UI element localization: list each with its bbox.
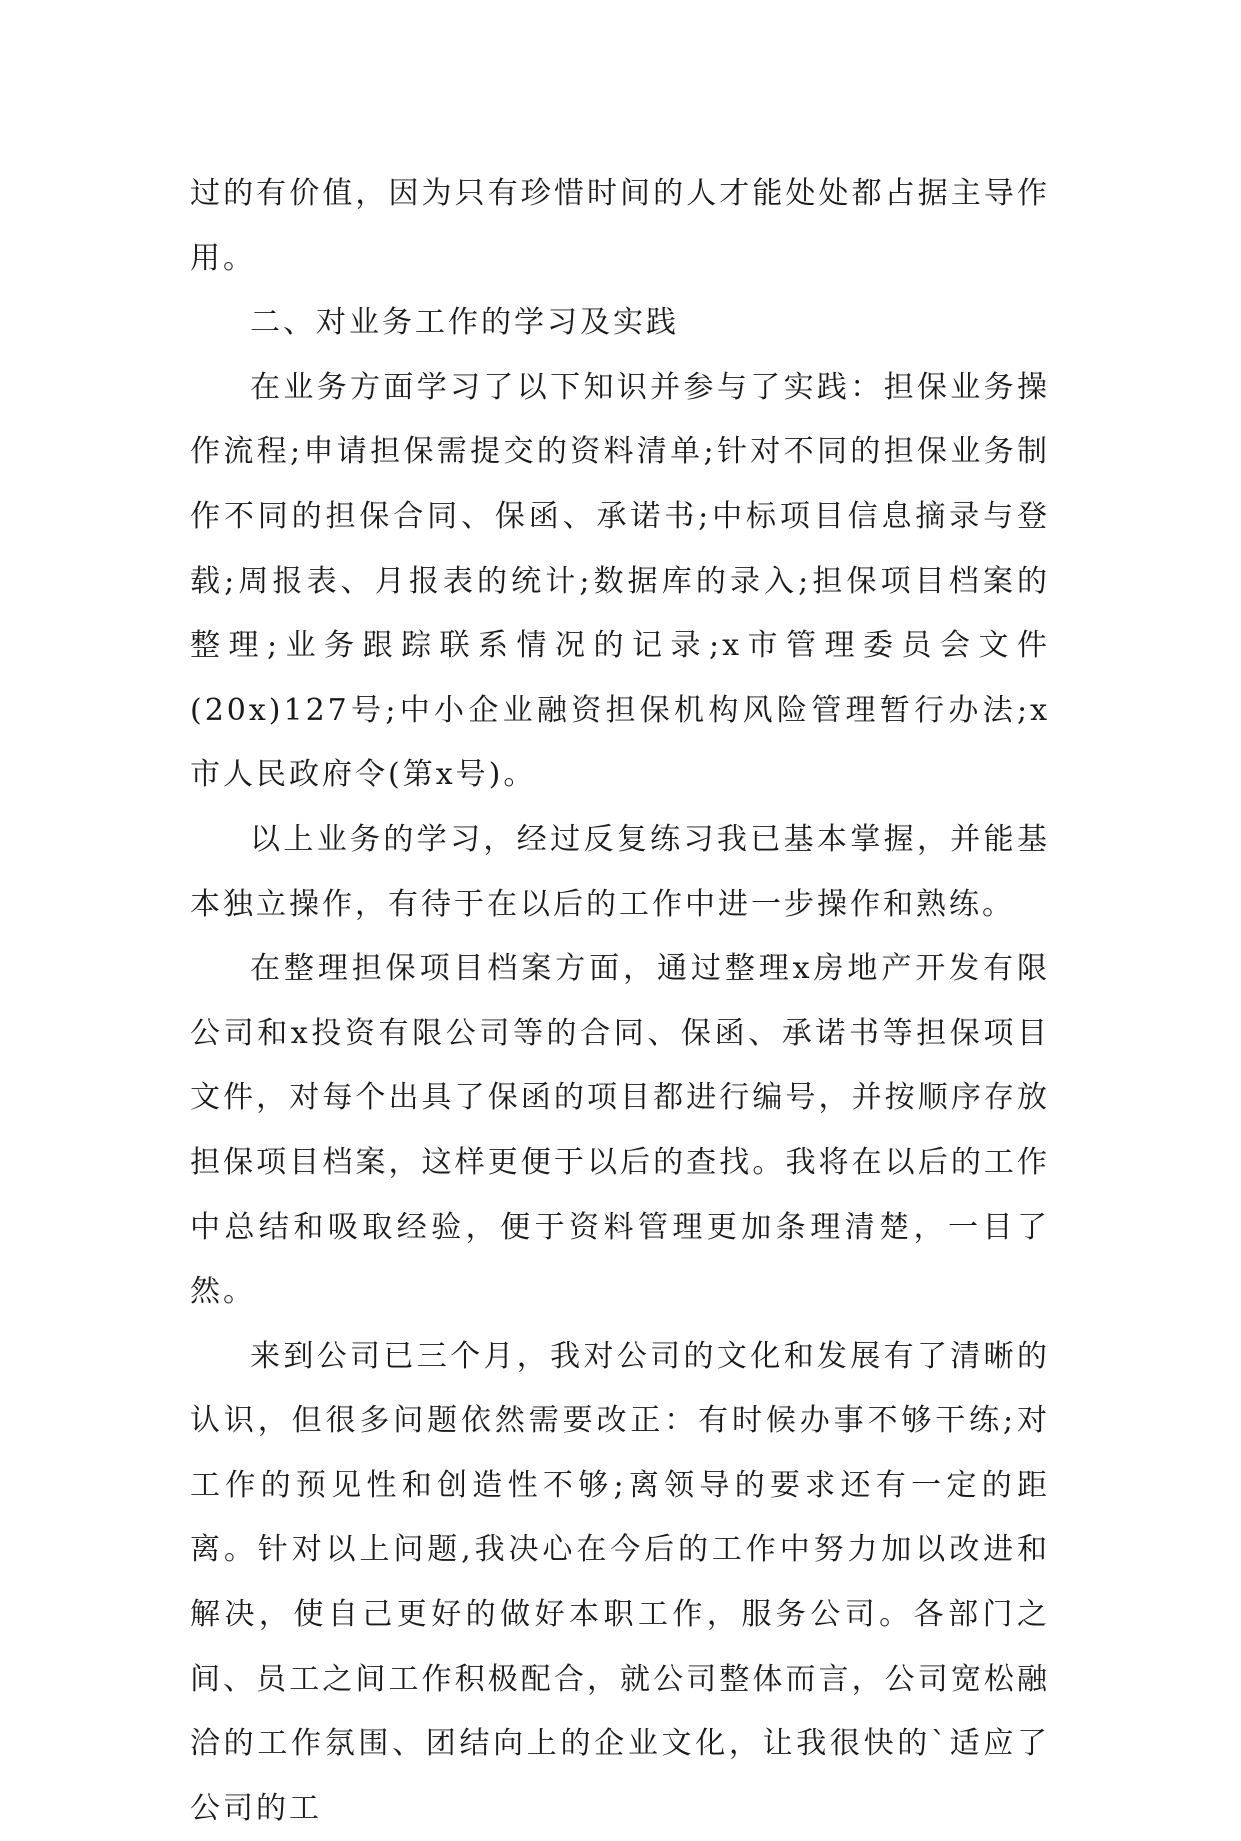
paragraph-reflection: 来到公司已三个月，我对公司的文化和发展有了清晰的认识，但很多问题依然需要改正：有时候办事不够干练;对工作的预见性和创造性不够;离领导的要求还有一定的距离。针对以上问题,我决心在今后的工作中努力加以改进和解决，使自己更好的做好本职工作，服务公司。各部门之间、员工之间工作积极配合，就公司整体而言，公司宽松融洽的工作氛围、团结向上的企业文化，让我很快的`适应了公司的工 [190, 1338, 1050, 1826]
paragraph-mastery: 以上业务的学习，经过反复练习我已基本掌握，并能基本独立操作，有待于在以后的工作中进一步操作和熟练。 [190, 821, 1050, 922]
paragraph-archive-management: 在整理担保项目档案方面，通过整理x房地产开发有限公司和x投资有限公司等的合同、保函、承诺书等担保项目文件，对每个出具了保函的项目都进行编号，并按顺序存放担保项目档案，这样更便于以后的查找。我将在以后的工作中总结和吸取经验，便于资料管理更加条理清楚，一目了然。 [190, 951, 1050, 1310]
paragraph-continuation: 过的有价值，因为只有珍惜时间的人才能处处都占据主导作用。 [190, 176, 1050, 276]
paragraph-business-learning: 在业务方面学习了以下知识并参与了实践：担保业务操作流程;申请担保需提交的资料清单;针对不同的担保业务制作不同的担保合同、保函、承诺书;中标项目信息摘录与登载;周报表、月报表的统计;数据库的录入;担保项目档案的整理;业务跟踪联系情况的记录;x市管理委员会文件(20x)127号;中小企业融资担保机构风险管理暂行办法;x市人民政府令(第x号)。 [190, 369, 1050, 793]
section-heading: 二、对业务工作的学习及实践 [250, 305, 679, 341]
document-body [190, 162, 1050, 1841]
